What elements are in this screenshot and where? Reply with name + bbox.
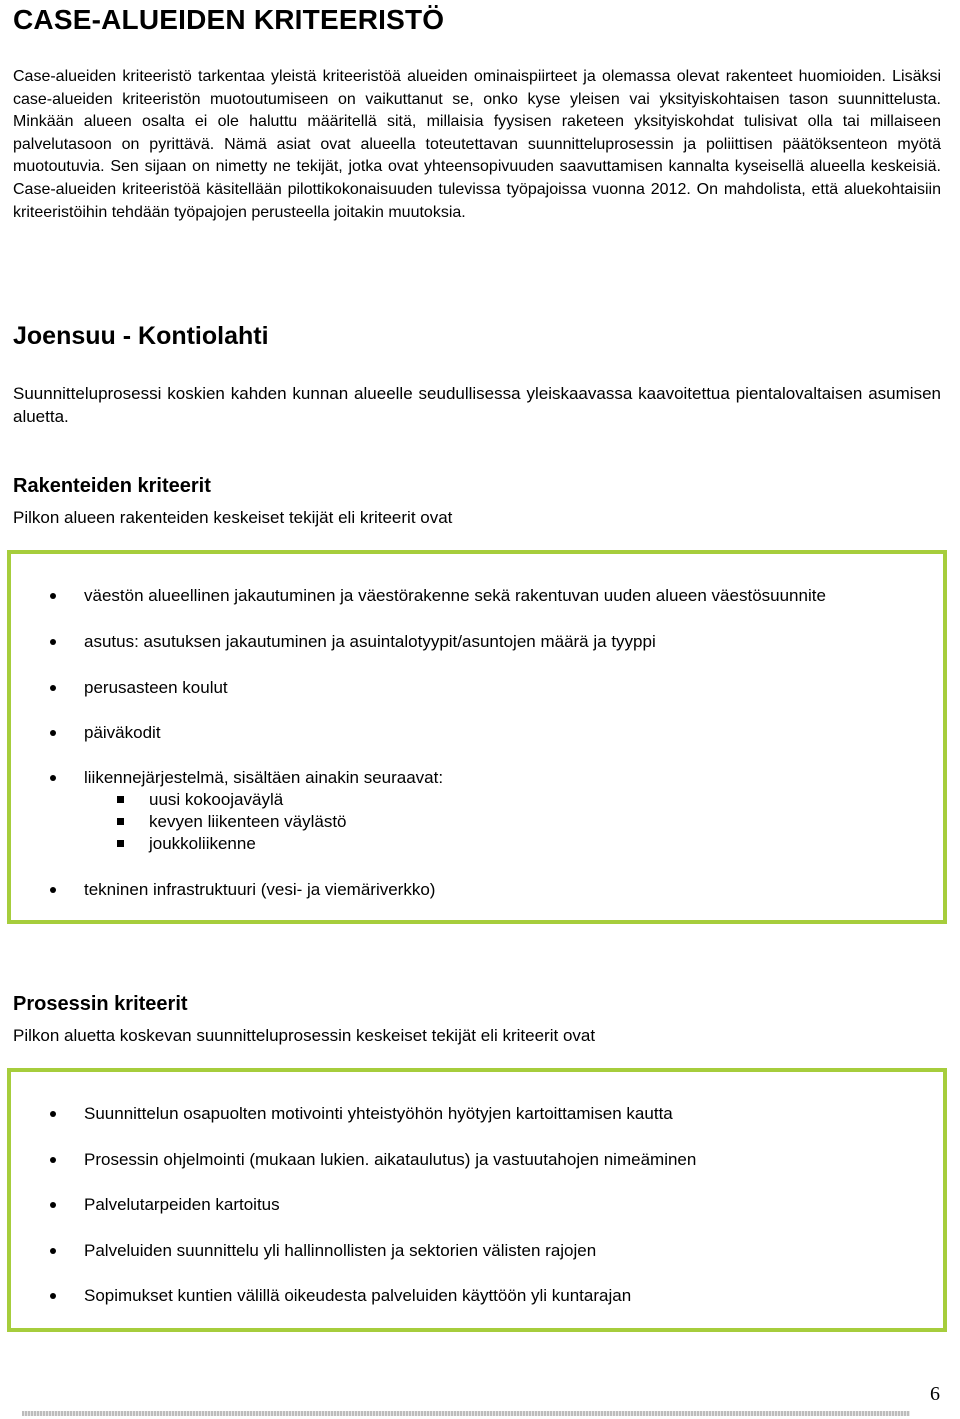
list-item-text: perusasteen koulut	[84, 678, 228, 697]
sublist-item-text: uusi kokoojaväylä	[149, 790, 284, 809]
intro-sentence: On mahdolista, että aluekohtaisiin kriteeristöihin tehdään työpajojen perusteella joitakin muutoksia.	[13, 180, 942, 221]
square-bullet-icon	[117, 796, 124, 803]
page-title: CASE-ALUEIDEN KRITEERISTÖ	[13, 4, 445, 35]
intro-paragraph	[13, 66, 941, 224]
structures-title: Rakenteiden kriteerit	[13, 475, 211, 497]
square-bullet-icon	[117, 840, 124, 847]
process-criteria-box	[7, 1068, 947, 1332]
list-item	[84, 1194, 280, 1216]
section-title: Joensuu - Kontiolahti	[13, 322, 269, 350]
list-item-text: päiväkodit	[84, 723, 161, 742]
list-item-text: Sopimukset kuntien välillä oikeudesta palveluiden käyttöön yli kuntarajan	[84, 1286, 632, 1305]
square-bullet-icon	[117, 818, 124, 825]
bullet-dot-icon	[50, 730, 56, 736]
structures-description: Pilkon alueen rakenteiden keskeiset tekijät eli kriteerit ovat	[13, 508, 453, 527]
page-number: 6	[930, 1383, 940, 1405]
bullet-dot-icon	[50, 1157, 56, 1163]
process-title: Prosessin kriteerit	[13, 993, 188, 1015]
bullet-dot-icon	[50, 1293, 56, 1299]
list-item-text: liikennejärjestelmä, sisältäen ainakin seuraavat:	[84, 768, 444, 787]
intro-sentence: Nämä asiat ovat alueella toteutettavan suunnitteluprosessin ja poliittisen päätöksenteon myötä muotoutuvia.	[13, 135, 942, 176]
bullet-dot-icon	[50, 775, 56, 781]
bullet-dot-icon	[50, 1111, 56, 1117]
list-item-text: Prosessin ohjelmointi (mukaan lukien. aikataulutus) ja vastuutahojen nimeäminen	[84, 1150, 697, 1169]
sublist-item-text: kevyen liikenteen väylästö	[149, 812, 347, 831]
list-item-text: Suunnittelun osapuolten motivointi yhteistyöhön hyötyjen kartoittamisen kautta	[84, 1104, 673, 1123]
list-item	[84, 722, 161, 744]
list-item	[11, 767, 943, 855]
list-item	[84, 1149, 696, 1171]
sublist-item	[11, 811, 943, 833]
list-item-text: Palveluiden suunnittelu yli hallinnollisten ja sektorien välisten rajojen	[84, 1241, 597, 1260]
section-description: Suunnitteluprosessi koskien kahden kunnan alueelle seudullisessa yleiskaavassa kaavoitettua pientalovaltaisen asumisen aluetta.	[13, 384, 941, 426]
intro-sentence: Lisäksi case-alueiden kriteeristön muotoutumiseen on vaikuttanut se, onko kyse yleisen vai yksityiskohtaisen tason suunnittelusta.	[13, 68, 942, 108]
list-item	[84, 1240, 596, 1262]
sublist-item	[11, 833, 943, 855]
list-item	[84, 631, 656, 653]
list-item-text: Palvelutarpeiden kartoitus	[84, 1195, 280, 1214]
sublist-item-text: joukkoliikenne	[149, 834, 256, 853]
intro-sentence: Minkään alueen osalta ei ole haluttu määritellä sitä, millaisia fyysisen raketeen yksityiskohdat tulisivat olla tai millaiseen palvelutasoon on pyrittävä.	[13, 113, 941, 153]
process-description: Pilkon aluetta koskevan suunnitteluprosessin keskeiset tekijät eli kriteerit ovat	[13, 1026, 596, 1045]
list-item	[84, 585, 826, 607]
list-item-text: asutus: asutuksen jakautuminen ja asuintalotyypit/asuntojen määrä ja tyyppi	[84, 632, 656, 651]
list-item	[84, 1285, 631, 1307]
footer-bar	[22, 1411, 910, 1416]
bullet-dot-icon	[50, 1202, 56, 1208]
bullet-dot-icon	[50, 887, 56, 893]
bullet-dot-icon	[50, 639, 56, 645]
list-item	[84, 879, 435, 901]
list-item-text: tekninen infrastruktuuri (vesi- ja viemäriverkko)	[84, 880, 436, 899]
list-item	[84, 1103, 673, 1125]
intro-sentence: Case-alueiden kriteeristö tarkentaa yleistä kriteeristöä alueiden ominaispiirteet ja olemassa olevat rakenteet huomioiden.	[13, 68, 886, 85]
bullet-dot-icon	[50, 593, 56, 599]
traffic-sublist	[11, 789, 943, 855]
bullet-dot-icon	[50, 1248, 56, 1254]
structures-criteria-box	[7, 550, 947, 924]
intro-sentence: Case-alueiden kriteeristöä käsitellään pilottikokonaisuuden tulevissa työpajoissa vuonna 2012.	[13, 180, 691, 198]
list-item	[84, 677, 228, 699]
intro-sentence: Sen sijaan on nimetty ne tekijät, jotka ovat yhteensopivuuden saavuttamisen kannalta kyseisellä alueella keskeisiä.	[110, 158, 942, 176]
bullet-dot-icon	[50, 685, 56, 691]
list-item-text: väestön alueellinen jakautuminen ja väestörakenne sekä rakentuvan uuden alueen väestösuunnite	[84, 586, 826, 605]
sublist-item	[11, 789, 943, 811]
